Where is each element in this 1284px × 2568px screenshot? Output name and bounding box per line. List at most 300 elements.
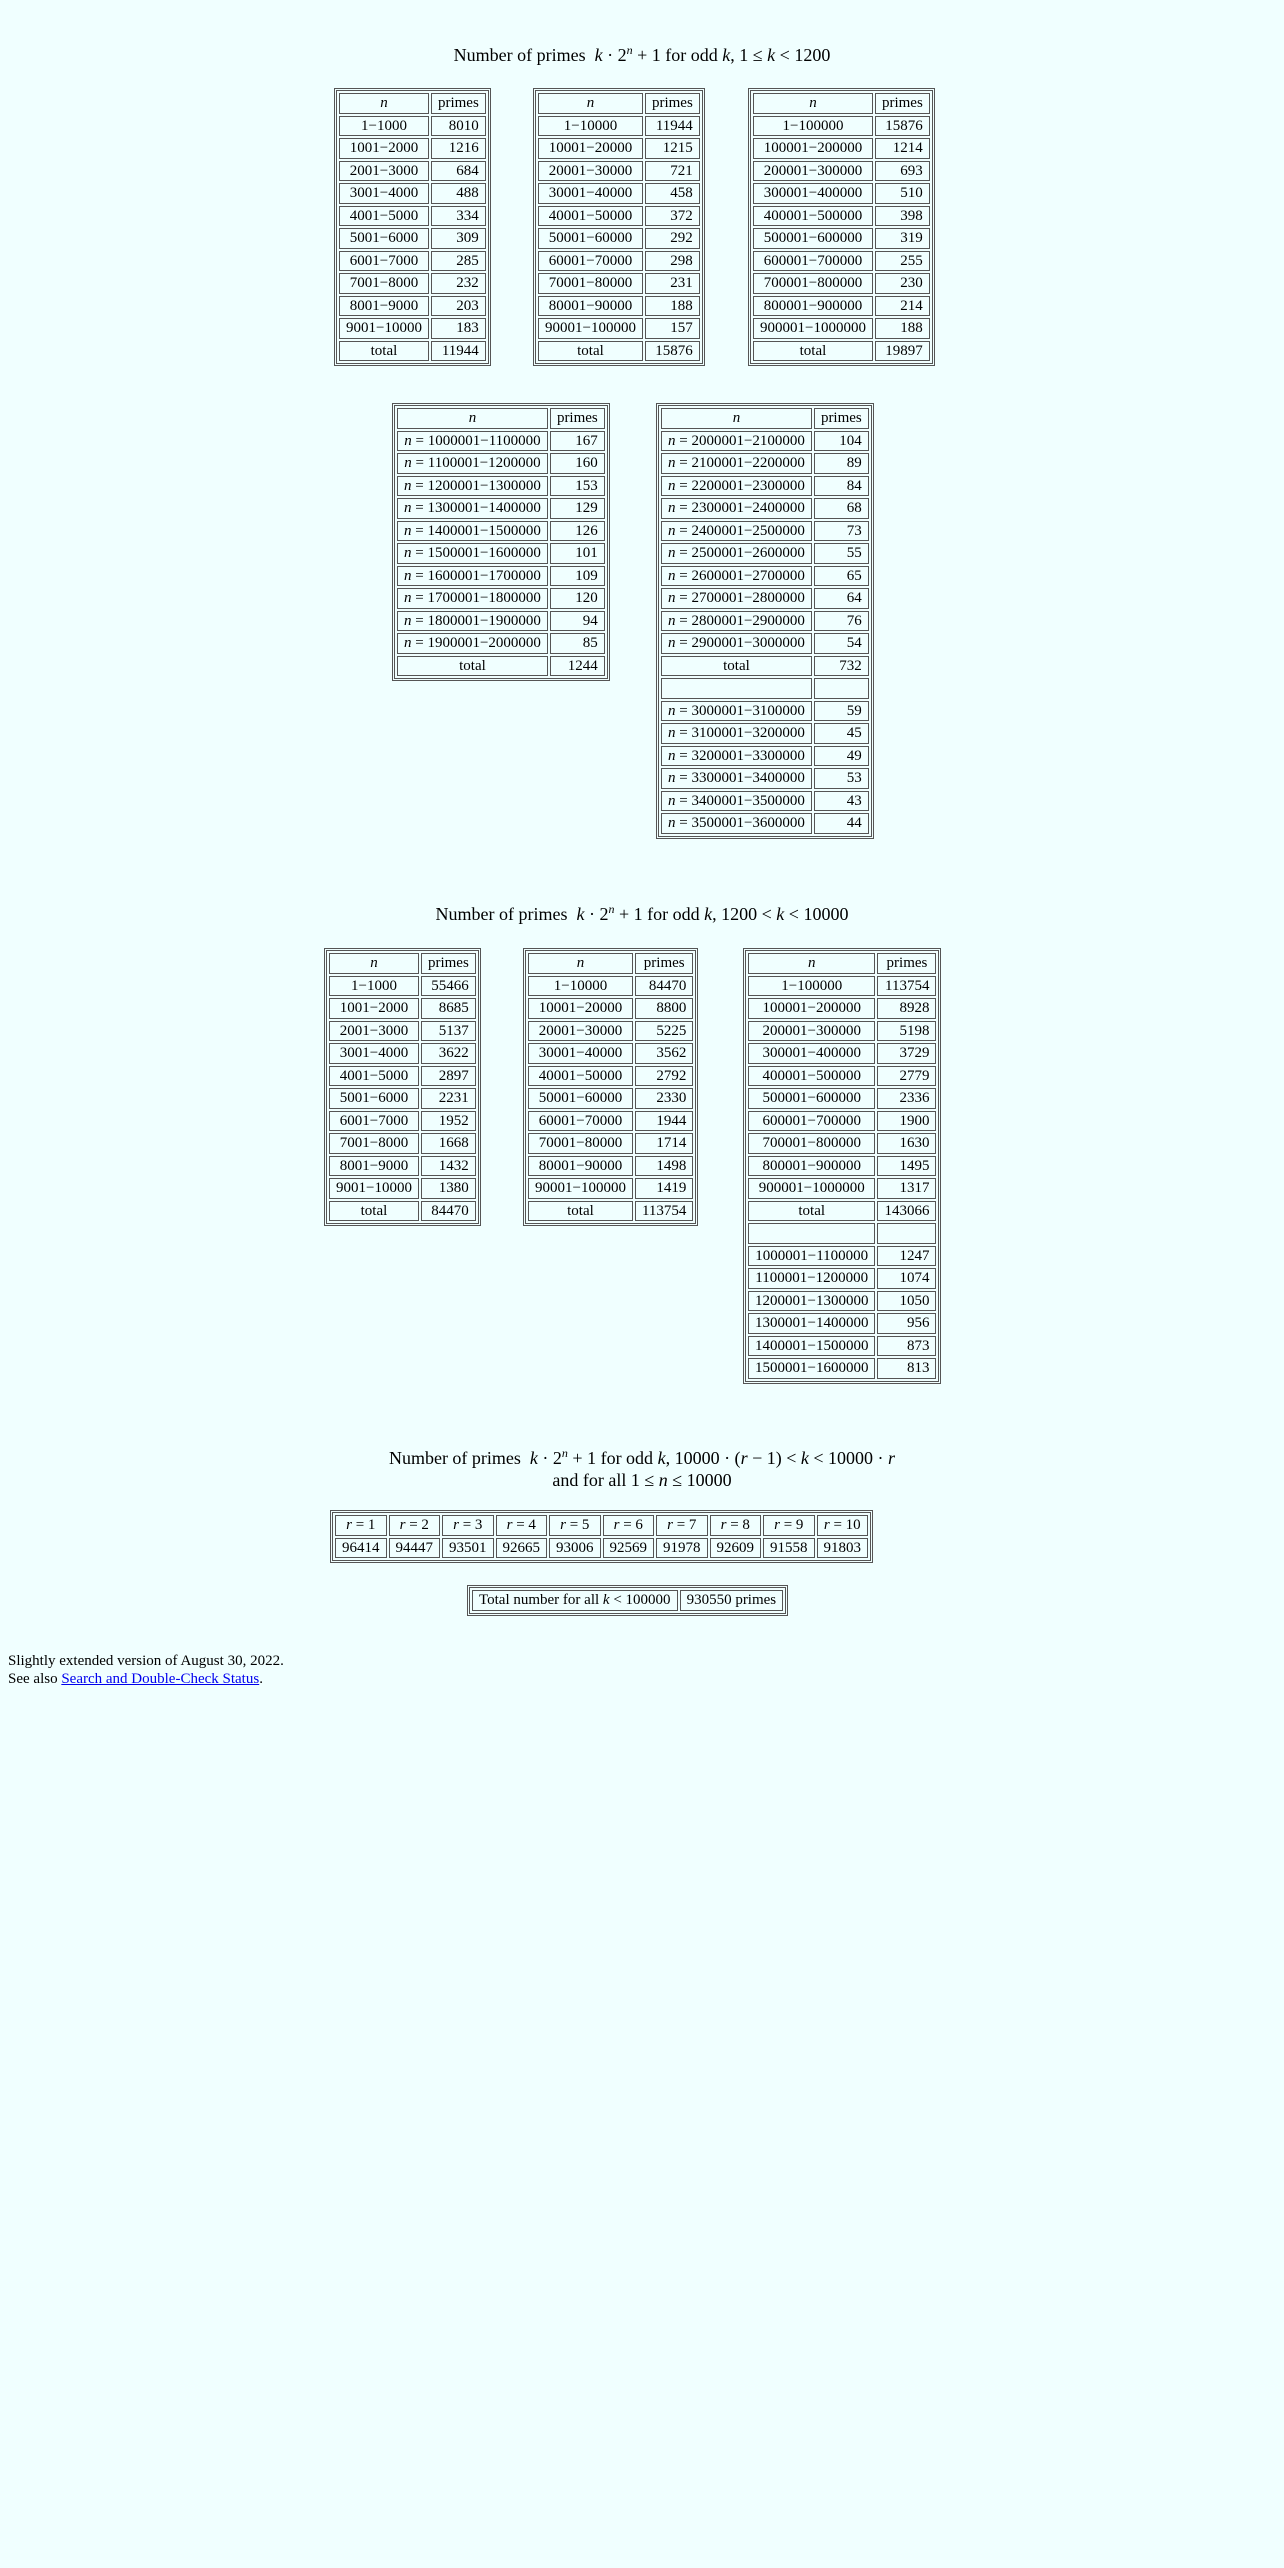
- primes-cell: 1214: [875, 138, 930, 159]
- range-cell: n = 2700001−2800000: [661, 588, 812, 609]
- range-cell: [339, 251, 429, 272]
- table-header-row: [528, 953, 693, 974]
- range-cell: [748, 1201, 875, 1222]
- n-variable: n: [668, 590, 676, 607]
- range-text: 6001−7000: [339, 1112, 409, 1129]
- total-value: 930550 primes: [680, 1590, 784, 1611]
- primes-cell: 1244: [550, 656, 605, 677]
- table-row: [528, 1066, 693, 1087]
- range-text: 2700001−2800000: [691, 590, 805, 607]
- table-row: [339, 318, 486, 339]
- primes-cell: 84: [814, 476, 869, 497]
- n-variable: n: [668, 567, 676, 584]
- primes-cell: 203: [431, 296, 486, 317]
- primes-cell: 1050: [877, 1291, 936, 1312]
- search-double-check-link[interactable]: Search and Double-Check Status: [61, 1671, 260, 1687]
- range-text: total: [723, 657, 750, 674]
- table-row: [528, 1156, 693, 1177]
- r-label-cell: [496, 1515, 548, 1536]
- primes-cell: 183: [431, 318, 486, 339]
- range-text: 40001−50000: [548, 207, 633, 224]
- range-text: 5001−6000: [349, 230, 419, 247]
- table-row: [748, 1066, 936, 1087]
- range-cell: [528, 1066, 633, 1087]
- table-row: [339, 161, 486, 182]
- primes-cell: 1952: [421, 1111, 476, 1132]
- primes-cell: [814, 678, 869, 699]
- primes-cell: 19897: [875, 341, 930, 362]
- range-text: 1−100000: [781, 977, 843, 994]
- r-label-cell: [442, 1515, 494, 1536]
- r-variable: r: [506, 1517, 513, 1534]
- range-text: 60001−70000: [538, 1112, 623, 1129]
- table-s2-3: [743, 948, 941, 1384]
- n-variable: n: [668, 792, 676, 809]
- n-variable: n: [668, 455, 676, 472]
- range-cell: [748, 1021, 875, 1042]
- table-row: [339, 138, 486, 159]
- section3-title-line1: Number of primes $k \cdot 2^n + 1$ for odd k, 10000 · (r − 1) < k < 10000 · r: [388, 1446, 896, 1468]
- primes-cell: 54: [814, 633, 869, 654]
- section3-title: [0, 1447, 1284, 1491]
- range-cell: [528, 976, 633, 997]
- range-cell: n = 3000001−3100000: [661, 701, 812, 722]
- r-value-cell: 91803: [817, 1538, 869, 1559]
- range-cell: [329, 1156, 419, 1177]
- column-header-primes: primes: [877, 953, 936, 974]
- range-cell: n = 1700001−1800000: [397, 588, 548, 609]
- version-note: Slightly extended version of August 30, 2022.: [8, 1653, 284, 1669]
- range-cell: [339, 161, 429, 182]
- column-header-n: n: [329, 953, 419, 974]
- table-row: [528, 1021, 693, 1042]
- table-s1-2: [533, 88, 705, 366]
- range-cell: [528, 1111, 633, 1132]
- range-cell: n = 2400001−2500000: [661, 521, 812, 542]
- table-row: [397, 498, 605, 519]
- range-cell: n = 1900001−2000000: [397, 633, 548, 654]
- primes-cell: 1216: [431, 138, 486, 159]
- r-value-cell: 93501: [442, 1538, 494, 1559]
- primes-cell: 230: [875, 273, 930, 294]
- primes-cell: 45: [814, 723, 869, 744]
- table-row: [753, 228, 930, 249]
- primes-cell: 231: [645, 273, 700, 294]
- primes-cell: 1215: [645, 138, 700, 159]
- range-cell: [748, 1268, 875, 1289]
- table-row: [329, 1066, 476, 1087]
- range-text: 800001−900000: [763, 297, 863, 314]
- primes-cell: 76: [814, 611, 869, 632]
- table-row: [661, 701, 869, 722]
- table-row: [397, 633, 605, 654]
- table-row: [329, 1021, 476, 1042]
- r-label-cell: [710, 1515, 762, 1536]
- table-row: [748, 1291, 936, 1312]
- range-text: 3300001−3400000: [691, 770, 805, 787]
- range-text: 90001−100000: [535, 1180, 626, 1197]
- r-label-cell: [763, 1515, 815, 1536]
- r-label-text: = 1: [355, 1517, 376, 1534]
- range-cell: [329, 1088, 419, 1109]
- primes-cell: 488: [431, 183, 486, 204]
- range-cell: [753, 273, 873, 294]
- total-label: Total number for all k < 100000: [472, 1590, 678, 1611]
- range-cell: [339, 138, 429, 159]
- r-label-text: = 6: [623, 1517, 643, 1534]
- range-text: 1800001−1900000: [427, 612, 541, 629]
- primes-cell: 44: [814, 813, 869, 834]
- table-row: [753, 251, 930, 272]
- primes-cell: 15876: [645, 341, 700, 362]
- range-cell: [748, 1156, 875, 1177]
- table-row: [397, 611, 605, 632]
- range-text: 40001−50000: [538, 1067, 623, 1084]
- range-text: 2000001−2100000: [691, 432, 805, 449]
- range-cell: [528, 1201, 633, 1222]
- range-cell: n = 3300001−3400000: [661, 768, 812, 789]
- table-row: [661, 791, 869, 812]
- range-cell: [753, 138, 873, 159]
- range-cell: [748, 1066, 875, 1087]
- range-cell: [339, 116, 429, 137]
- table-s2-2: [523, 948, 698, 1226]
- table-row: [339, 183, 486, 204]
- range-text: 1900001−2000000: [427, 635, 541, 652]
- range-cell: n = 2600001−2700000: [661, 566, 812, 587]
- primes-cell: 43: [814, 791, 869, 812]
- table-header-row: [397, 408, 605, 429]
- table-row: [538, 318, 700, 339]
- table-row: [538, 183, 700, 204]
- range-cell: [329, 1178, 419, 1199]
- table-row: [748, 1133, 936, 1154]
- r-variable: r: [667, 1517, 673, 1534]
- table-row: [748, 1313, 936, 1334]
- range-cell: [753, 116, 873, 137]
- range-cell: [748, 1088, 875, 1109]
- table-row: [748, 1156, 936, 1177]
- table-row: [748, 1336, 936, 1357]
- range-text: 1−1000: [361, 117, 407, 134]
- column-header-n: n: [397, 408, 548, 429]
- range-text: 60001−70000: [548, 252, 633, 269]
- table-row: [397, 453, 605, 474]
- table-row: [661, 678, 869, 699]
- table-header-row: [335, 1515, 868, 1536]
- table-row: [538, 296, 700, 317]
- range-text: 1500001−1600000: [427, 545, 541, 562]
- r-variable: r: [399, 1517, 406, 1534]
- range-text: 300001−400000: [763, 185, 863, 202]
- column-header-primes: primes: [814, 408, 869, 429]
- range-text: 1100001−1200000: [427, 455, 541, 472]
- range-cell: [339, 228, 429, 249]
- table-row: [748, 1268, 936, 1289]
- r-label-text: = 5: [569, 1517, 590, 1534]
- table-row: [329, 1111, 476, 1132]
- range-cell: [528, 1043, 633, 1064]
- n-variable: n: [668, 702, 676, 719]
- range-cell: [339, 318, 429, 339]
- table-row: [329, 1043, 476, 1064]
- n-variable: n: [668, 747, 676, 764]
- table-row: [329, 976, 476, 997]
- range-text: 80001−90000: [538, 1157, 623, 1174]
- range-cell: [748, 1111, 875, 1132]
- column-header-n: n: [538, 93, 643, 114]
- table-row: [661, 768, 869, 789]
- primes-cell: 292: [645, 228, 700, 249]
- range-cell: [329, 1133, 419, 1154]
- table-header-row: [753, 93, 930, 114]
- n-variable: n: [404, 567, 412, 584]
- range-text: total: [799, 342, 827, 359]
- r-value-cell: 92569: [603, 1538, 655, 1559]
- table-grand-total: [467, 1585, 788, 1616]
- primes-cell: 68: [814, 498, 869, 519]
- primes-cell: 5198: [877, 1021, 936, 1042]
- table-row: [661, 746, 869, 767]
- range-text: 10001−20000: [538, 1000, 623, 1017]
- range-text: 800001−900000: [762, 1157, 861, 1174]
- table-row: [538, 161, 700, 182]
- table-s1-3: [748, 88, 935, 366]
- table-header-row: [661, 408, 869, 429]
- primes-cell: 49: [814, 746, 869, 767]
- range-text: 1600001−1700000: [427, 567, 541, 584]
- range-cell: n = 1100001−1200000: [397, 453, 548, 474]
- column-header-n: n: [528, 953, 633, 974]
- range-cell: [748, 1246, 875, 1267]
- r-label-text: = 9: [783, 1517, 804, 1534]
- range-cell: [329, 1021, 419, 1042]
- table-row: [397, 543, 605, 564]
- range-cell: [329, 1066, 419, 1087]
- table-row: [748, 1111, 936, 1132]
- n-variable: n: [668, 522, 676, 539]
- range-cell: n = 1600001−1700000: [397, 566, 548, 587]
- range-cell: [528, 1156, 633, 1177]
- range-text: 1200001−1300000: [427, 477, 541, 494]
- table-row: [329, 1178, 476, 1199]
- table-row: [528, 1088, 693, 1109]
- primes-cell: 11944: [431, 341, 486, 362]
- r-value-cell: 91978: [656, 1538, 708, 1559]
- range-cell: [339, 341, 429, 362]
- n-variable: n: [404, 500, 412, 517]
- primes-cell: 1668: [421, 1133, 476, 1154]
- primes-cell: 55: [814, 543, 869, 564]
- range-text: 3100001−3200000: [691, 725, 805, 742]
- range-text: 50001−60000: [538, 1090, 623, 1107]
- r-label-text: = 4: [516, 1517, 536, 1534]
- primes-cell: 120: [550, 588, 605, 609]
- range-text: 20001−30000: [538, 1022, 623, 1039]
- range-text: 3500001−3600000: [691, 815, 805, 832]
- range-cell: [329, 1111, 419, 1132]
- range-cell: n = 2900001−3000000: [661, 633, 812, 654]
- table-row: [753, 138, 930, 159]
- primes-cell: 298: [645, 251, 700, 272]
- range-cell: [661, 656, 812, 677]
- range-text: 1001−2000: [349, 140, 419, 157]
- primes-cell: 309: [431, 228, 486, 249]
- table-row: [753, 206, 930, 227]
- table-row: [748, 976, 936, 997]
- section1-title: Number of primes $k \cdot 2^n + 1$ for odd k, 1 ≤ k < 1200: [453, 43, 831, 65]
- range-cell: [748, 998, 875, 1019]
- n-variable: n: [668, 477, 676, 494]
- primes-cell: 398: [875, 206, 930, 227]
- primes-cell: 1380: [421, 1178, 476, 1199]
- primes-cell: 5137: [421, 1021, 476, 1042]
- primes-cell: 319: [875, 228, 930, 249]
- table-row: [753, 273, 930, 294]
- range-cell: [528, 998, 633, 1019]
- primes-cell: 1630: [877, 1133, 936, 1154]
- primes-cell: 94: [550, 611, 605, 632]
- range-text: 1−10000: [563, 117, 618, 134]
- range-cell: [339, 296, 429, 317]
- primes-cell: 101: [550, 543, 605, 564]
- range-cell: [748, 1043, 875, 1064]
- r-value-cell: 92609: [710, 1538, 762, 1559]
- range-cell: [753, 206, 873, 227]
- primes-cell: 2336: [877, 1088, 936, 1109]
- range-cell: [748, 1313, 875, 1334]
- table-row: [397, 656, 605, 677]
- primes-cell: 510: [875, 183, 930, 204]
- primes-cell: 113754: [635, 1201, 693, 1222]
- range-text: 70001−80000: [548, 275, 633, 292]
- range-text: 600001−700000: [762, 1112, 861, 1129]
- r-label-text: = 8: [730, 1517, 750, 1534]
- range-cell: [748, 1133, 875, 1154]
- see-also: See also Search and Double-Check Status.: [8, 1671, 263, 1687]
- range-cell: [329, 976, 419, 997]
- table-row: [661, 656, 869, 677]
- primes-cell: 129: [550, 498, 605, 519]
- r-label-text: = 7: [676, 1517, 697, 1534]
- table-row: [397, 521, 605, 542]
- range-text: 70001−80000: [538, 1135, 623, 1152]
- primes-cell: 65: [814, 566, 869, 587]
- primes-cell: 1432: [421, 1156, 476, 1177]
- range-cell: [538, 228, 643, 249]
- primes-cell: 84470: [421, 1201, 476, 1222]
- range-cell: [329, 1201, 419, 1222]
- range-cell: [538, 251, 643, 272]
- range-cell: [748, 976, 875, 997]
- table-row: [472, 1590, 783, 1611]
- n-variable: n: [404, 477, 412, 494]
- range-cell: [753, 318, 873, 339]
- range-text: 1700001−1800000: [427, 590, 541, 607]
- range-text: 20001−30000: [548, 162, 633, 179]
- table-row: [397, 566, 605, 587]
- range-text: 30001−40000: [538, 1045, 623, 1062]
- r-value-cell: 96414: [335, 1538, 387, 1559]
- primes-cell: 1419: [635, 1178, 693, 1199]
- range-text: 9001−10000: [336, 1180, 412, 1197]
- primes-cell: 167: [550, 431, 605, 452]
- range-cell: n = 3500001−3600000: [661, 813, 812, 834]
- primes-cell: 693: [875, 161, 930, 182]
- range-text: total: [360, 1202, 388, 1219]
- range-text: 30001−40000: [548, 185, 633, 202]
- primes-cell: 5225: [635, 1021, 693, 1042]
- range-text: 1000001−1100000: [755, 1247, 869, 1264]
- range-cell: [528, 1178, 633, 1199]
- range-text: 7001−8000: [349, 275, 419, 292]
- range-cell: [397, 656, 548, 677]
- primes-cell: 1495: [877, 1156, 936, 1177]
- primes-cell: 3622: [421, 1043, 476, 1064]
- range-text: 200001−300000: [762, 1022, 861, 1039]
- range-text: 900001−1000000: [760, 320, 866, 337]
- table-row: [661, 633, 869, 654]
- range-text: 1300001−1400000: [427, 500, 541, 517]
- table-row: [753, 183, 930, 204]
- range-cell: n = 1200001−1300000: [397, 476, 548, 497]
- table-row: [339, 251, 486, 272]
- range-cell: [339, 206, 429, 227]
- table-s1-1: [334, 88, 491, 366]
- primes-cell: 458: [645, 183, 700, 204]
- table-row: [528, 1133, 693, 1154]
- primes-cell: 188: [645, 296, 700, 317]
- primes-cell: 188: [875, 318, 930, 339]
- range-text: 3000001−3100000: [691, 702, 805, 719]
- range-cell: [753, 341, 873, 362]
- range-text: total: [798, 1202, 826, 1219]
- range-cell: n = 1500001−1600000: [397, 543, 548, 564]
- section2-title: Number of primes $k \cdot 2^n + 1$ for odd k, 1200 < k < 10000: [435, 902, 849, 924]
- range-cell: [538, 116, 643, 137]
- column-header-n: n: [748, 953, 875, 974]
- range-text: 2600001−2700000: [691, 567, 805, 584]
- range-text: 3001−4000: [339, 1045, 409, 1062]
- range-cell: n = 1400001−1500000: [397, 521, 548, 542]
- n-variable: n: [668, 635, 676, 652]
- r-label-cell: [603, 1515, 655, 1536]
- r-value-cell: 91558: [763, 1538, 815, 1559]
- table-row: [661, 431, 869, 452]
- primes-cell: 3729: [877, 1043, 936, 1064]
- range-text: total: [370, 342, 398, 359]
- column-header-primes: primes: [645, 93, 700, 114]
- r-label-text: = 2: [409, 1517, 429, 1534]
- primes-cell: 372: [645, 206, 700, 227]
- range-text: 1000001−1100000: [427, 432, 541, 449]
- column-header-primes: primes: [875, 93, 930, 114]
- column-header-n: n: [339, 93, 429, 114]
- range-text: 700001−800000: [762, 1135, 861, 1152]
- range-text: 2400001−2500000: [691, 522, 805, 539]
- primes-cell: 1498: [635, 1156, 693, 1177]
- column-header-n: n: [753, 93, 873, 114]
- range-text: total: [459, 657, 486, 674]
- primes-cell: 232: [431, 273, 486, 294]
- primes-cell: 684: [431, 161, 486, 182]
- range-cell: [753, 183, 873, 204]
- range-text: 1100001−1200000: [755, 1270, 869, 1287]
- range-text: 400001−500000: [762, 1067, 861, 1084]
- range-text: 5001−6000: [339, 1090, 409, 1107]
- table-row: [753, 116, 930, 137]
- primes-cell: 113754: [877, 976, 936, 997]
